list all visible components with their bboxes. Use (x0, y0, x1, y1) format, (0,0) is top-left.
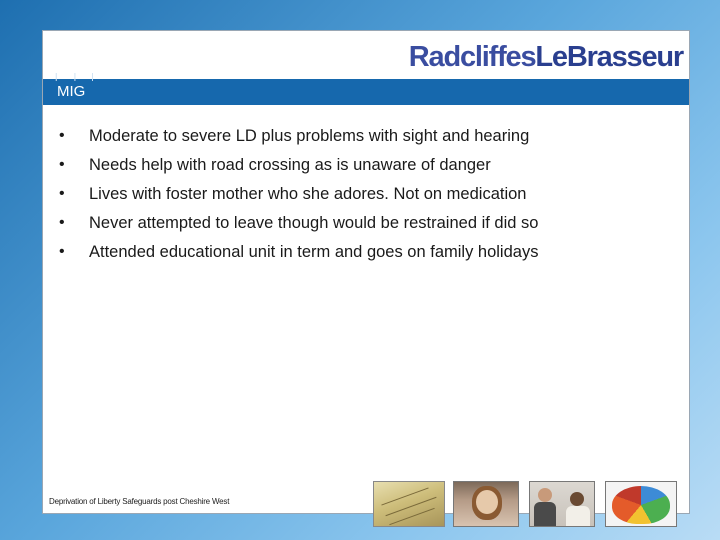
logo-part-radcliffes: Radcliffes (408, 41, 536, 73)
bullet-item: • Attended educational unit in term and goes on family holidays (55, 239, 538, 268)
bullet-item: • Moderate to severe LD plus problems with sight and hearing (55, 123, 538, 152)
bullet-item: • Never attempted to leave though would be restrained if did so (55, 210, 538, 239)
bullet-item: • Needs help with road crossing as is unaware of danger (55, 152, 538, 181)
slide-title: MIG (57, 83, 86, 100)
distressed-girl-photo (453, 481, 519, 527)
consultation-photo (529, 481, 595, 527)
document-photo (373, 481, 445, 527)
bullet-list (55, 123, 538, 268)
logo-part-lebrasseur: LeBrasseur (535, 41, 683, 73)
footer-text: Deprivation of Liberty Safeguards post Cheshire West (49, 497, 230, 506)
company-logo (409, 37, 683, 77)
title-bar (43, 73, 689, 105)
slide (42, 30, 690, 514)
bullet-item: • Lives with foster mother who she adores. Not on medication (55, 181, 538, 210)
brain-illustration (605, 481, 677, 527)
clipped-title-fragment: [ ] [ (55, 73, 101, 81)
